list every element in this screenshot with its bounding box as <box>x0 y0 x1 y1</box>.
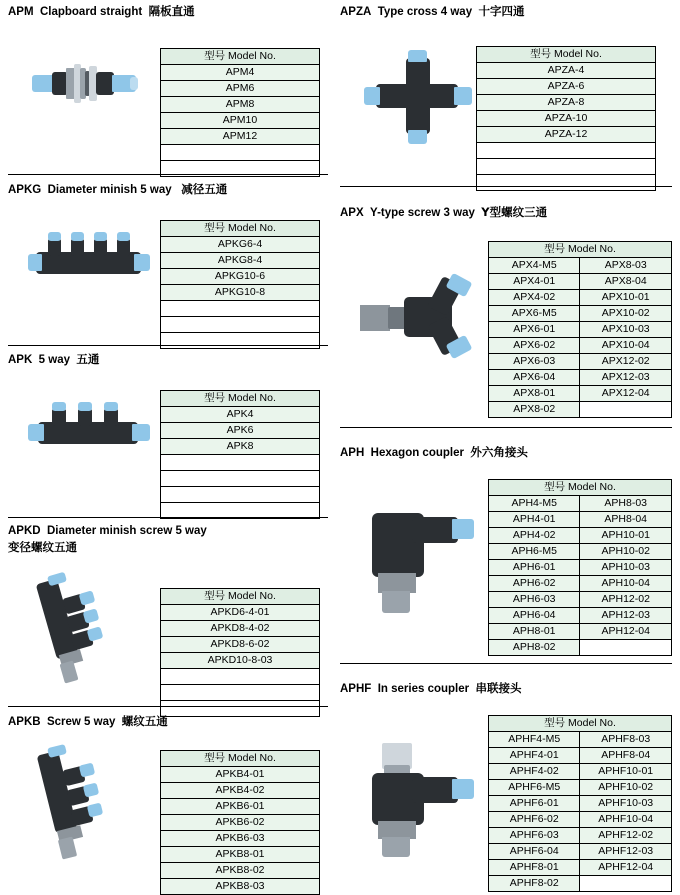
model-cell: APHF10-04 <box>580 812 672 828</box>
model-cell: APX10-02 <box>580 306 672 322</box>
table-header-cell: 型号 Model No. <box>161 751 320 767</box>
model-cell: APHF10-03 <box>580 796 672 812</box>
table-row <box>477 143 656 159</box>
table-row <box>489 338 672 354</box>
model-cell: APZA-10 <box>477 111 656 127</box>
table-row <box>161 767 320 783</box>
product-image-apza <box>362 48 492 153</box>
section-apkb <box>8 714 276 892</box>
model-cell-empty <box>161 333 320 349</box>
model-cell: APK8 <box>161 439 320 455</box>
model-cell: APX10-03 <box>580 322 672 338</box>
product-name: Hexagon coupler <box>370 447 464 459</box>
product-image-apkg <box>26 218 176 298</box>
model-cell: APX12-03 <box>580 370 672 386</box>
table-row <box>161 81 320 97</box>
model-cell: APX8-04 <box>580 274 672 290</box>
table-header-cell: 型号 Model No. <box>489 480 672 496</box>
table-row <box>161 317 320 333</box>
table-row <box>477 111 656 127</box>
model-cell: APM12 <box>161 129 320 145</box>
table-row <box>161 129 320 145</box>
model-cell-empty <box>161 471 320 487</box>
section-title-apkd-cn <box>8 540 207 556</box>
table-apm <box>160 48 320 177</box>
model-cell: APH6-03 <box>489 592 580 608</box>
model-cell-empty <box>161 455 320 471</box>
table-row <box>161 799 320 815</box>
divider <box>340 663 672 664</box>
model-cell: APH8-03 <box>580 496 672 512</box>
model-cell: APHF6-03 <box>489 828 580 844</box>
table-row <box>477 63 656 79</box>
model-cell-empty <box>477 175 656 191</box>
table-header-cell: 型号 Model No. <box>161 589 320 605</box>
product-name-cn: 螺纹五通 <box>121 714 168 728</box>
table-header-row <box>489 480 672 496</box>
table-row <box>477 79 656 95</box>
product-name: Y-type screw 3 way <box>370 207 475 219</box>
product-image-aph <box>354 499 499 619</box>
model-cell: APZA-4 <box>477 63 656 79</box>
table-row <box>161 783 320 799</box>
product-name-cn: 外六角接头 <box>470 445 528 459</box>
table-row <box>161 831 320 847</box>
table-row <box>161 333 320 349</box>
table-row <box>161 253 320 269</box>
model-cell: APX12-02 <box>580 354 672 370</box>
table-row <box>477 127 656 143</box>
model-cell-empty <box>161 487 320 503</box>
product-code: APX <box>340 207 364 219</box>
table-row <box>161 487 320 503</box>
model-cell-empty <box>161 669 320 685</box>
model-cell-empty <box>477 159 656 175</box>
table-row <box>161 847 320 863</box>
model-cell: APHF6-M5 <box>489 780 580 796</box>
model-cell: APZA-6 <box>477 79 656 95</box>
model-cell: APHF6-04 <box>489 844 580 860</box>
model-cell: APH8-02 <box>489 640 580 656</box>
model-cell: APX6-01 <box>489 322 580 338</box>
model-cell-empty <box>580 640 672 656</box>
table-aphf <box>488 715 672 892</box>
model-cell: APKB8-02 <box>161 863 320 879</box>
product-name-cn: 隔板直通 <box>148 4 195 18</box>
product-code: APKG <box>8 184 42 196</box>
model-cell-empty <box>580 876 672 892</box>
table-row <box>489 306 672 322</box>
model-cell: APX6-03 <box>489 354 580 370</box>
table-row <box>489 796 672 812</box>
model-cell: APH12-03 <box>580 608 672 624</box>
table-row <box>489 748 672 764</box>
table-header-cell: 型号 Model No. <box>489 716 672 732</box>
divider <box>8 174 328 175</box>
table-apx <box>488 241 672 418</box>
table-row <box>489 274 672 290</box>
product-name: 5 way <box>38 354 70 366</box>
section-title-apkb <box>8 714 168 730</box>
section-aphf <box>340 681 654 889</box>
table-row <box>489 624 672 640</box>
model-cell: APHF10-02 <box>580 780 672 796</box>
section-title-aph <box>340 445 528 461</box>
table-row <box>161 237 320 253</box>
model-cell: APM6 <box>161 81 320 97</box>
table-row <box>161 301 320 317</box>
model-cell: APKG10-6 <box>161 269 320 285</box>
product-name-cn: 减径五通 <box>181 182 228 196</box>
model-cell: APHF12-04 <box>580 860 672 876</box>
table-row <box>489 402 672 418</box>
model-cell: APHF4-M5 <box>489 732 580 748</box>
table-row <box>161 637 320 653</box>
product-image-aphf <box>354 741 499 861</box>
table-row <box>489 860 672 876</box>
divider <box>8 345 328 346</box>
table-row <box>489 876 672 892</box>
table-row <box>489 576 672 592</box>
model-cell: APKB6-03 <box>161 831 320 847</box>
model-cell: APH6-01 <box>489 560 580 576</box>
table-header-cell: 型号 Model No. <box>477 47 656 63</box>
model-cell-empty <box>161 145 320 161</box>
table-row <box>161 863 320 879</box>
divider <box>340 186 672 187</box>
product-name-cn: Y型螺纹三通 <box>481 205 548 219</box>
table-row <box>489 732 672 748</box>
table-row <box>161 145 320 161</box>
model-cell: APX6-M5 <box>489 306 580 322</box>
model-cell: APK4 <box>161 407 320 423</box>
section-title-apx <box>340 205 547 221</box>
table-row <box>161 407 320 423</box>
section-apx <box>340 205 650 415</box>
model-cell: APM4 <box>161 65 320 81</box>
table-row <box>489 560 672 576</box>
table-row <box>489 828 672 844</box>
model-cell: APH6-M5 <box>489 544 580 560</box>
table-row <box>161 621 320 637</box>
table-row <box>161 97 320 113</box>
product-name-cn: 十字四通 <box>478 4 525 18</box>
table-row <box>489 386 672 402</box>
product-code: APKD <box>8 525 41 537</box>
model-cell: APHF6-01 <box>489 796 580 812</box>
model-cell: APKB8-03 <box>161 879 320 895</box>
table-row <box>489 812 672 828</box>
product-image-apkd <box>24 572 174 692</box>
product-image-apm <box>26 42 176 122</box>
model-cell: APHF6-02 <box>489 812 580 828</box>
table-header-row <box>161 589 320 605</box>
product-name-cn: 变径螺纹五通 <box>8 540 77 554</box>
product-name: Diameter minish screw 5 way <box>46 525 207 537</box>
divider <box>8 517 328 518</box>
model-cell: APKB8-01 <box>161 847 320 863</box>
model-cell: APH10-02 <box>580 544 672 560</box>
model-cell: APHF8-04 <box>580 748 672 764</box>
product-name: Clapboard straight <box>39 6 143 18</box>
model-cell: APH10-01 <box>580 528 672 544</box>
table-row <box>161 815 320 831</box>
model-cell: APKB6-01 <box>161 799 320 815</box>
model-cell: APKG6-4 <box>161 237 320 253</box>
table-row <box>489 290 672 306</box>
table-row <box>161 701 320 717</box>
model-cell: APZA-12 <box>477 127 656 143</box>
model-cell: APH6-04 <box>489 608 580 624</box>
table-apkd <box>160 588 320 717</box>
model-cell: APHF8-03 <box>580 732 672 748</box>
table-header-row <box>161 49 320 65</box>
model-cell-empty <box>161 317 320 333</box>
section-apza <box>340 4 602 170</box>
model-cell: APX8-02 <box>489 402 580 418</box>
model-cell: APKB4-02 <box>161 783 320 799</box>
model-cell: APHF12-03 <box>580 844 672 860</box>
product-image-apx <box>356 275 501 385</box>
model-cell: APHF12-02 <box>580 828 672 844</box>
table-aph <box>488 479 672 656</box>
table-row <box>161 285 320 301</box>
model-cell: APH10-04 <box>580 576 672 592</box>
model-cell: APH4-02 <box>489 528 580 544</box>
table-header-row <box>161 221 320 237</box>
table-row <box>489 764 672 780</box>
table-header-cell: 型号 Model No. <box>161 391 320 407</box>
product-code: APK <box>8 354 33 366</box>
section-title-aphf <box>340 681 522 697</box>
section-aph <box>340 445 650 653</box>
product-image-apkb <box>24 746 174 866</box>
divider <box>340 427 672 428</box>
model-cell: APKG8-4 <box>161 253 320 269</box>
table-row <box>489 512 672 528</box>
table-row <box>477 95 656 111</box>
model-cell: APHF8-01 <box>489 860 580 876</box>
product-code: APM <box>8 6 34 18</box>
model-cell: APKG10-8 <box>161 285 320 301</box>
section-apm <box>8 4 276 160</box>
table-row <box>161 471 320 487</box>
table-header-cell: 型号 Model No. <box>489 242 672 258</box>
table-apk <box>160 390 320 519</box>
table-row <box>477 175 656 191</box>
model-cell: APX4-M5 <box>489 258 580 274</box>
model-cell: APKB6-02 <box>161 815 320 831</box>
table-header-row <box>161 391 320 407</box>
model-cell: APH12-04 <box>580 624 672 640</box>
model-cell: APH4-M5 <box>489 496 580 512</box>
table-row <box>489 322 672 338</box>
table-header-cell: 型号 Model No. <box>161 49 320 65</box>
table-row <box>489 496 672 512</box>
table-row <box>161 669 320 685</box>
table-apkb <box>160 750 320 895</box>
table-row <box>161 65 320 81</box>
model-cell: APX12-04 <box>580 386 672 402</box>
table-row <box>489 370 672 386</box>
product-code: APKB <box>8 716 41 728</box>
table-row <box>489 780 672 796</box>
model-cell: APHF4-01 <box>489 748 580 764</box>
table-apkg <box>160 220 320 349</box>
product-name-cn: 五通 <box>76 352 100 366</box>
table-header-row <box>489 716 672 732</box>
model-cell: APH4-01 <box>489 512 580 528</box>
model-cell: APHF4-02 <box>489 764 580 780</box>
product-name: Screw 5 way <box>46 716 116 728</box>
table-row <box>489 354 672 370</box>
model-cell: APKB4-01 <box>161 767 320 783</box>
model-cell-empty <box>161 685 320 701</box>
product-code: APHF <box>340 683 372 695</box>
table-row <box>489 608 672 624</box>
table-row <box>161 269 320 285</box>
model-cell: APX8-01 <box>489 386 580 402</box>
table-row <box>489 844 672 860</box>
table-row <box>161 113 320 129</box>
divider <box>8 706 328 707</box>
model-cell: APKD6-4-01 <box>161 605 320 621</box>
table-row <box>489 640 672 656</box>
table-row <box>161 423 320 439</box>
model-cell: APM8 <box>161 97 320 113</box>
table-row <box>489 258 672 274</box>
model-cell: APKD8-4-02 <box>161 621 320 637</box>
model-cell: APKD8-6-02 <box>161 637 320 653</box>
model-cell: APX8-03 <box>580 258 672 274</box>
model-cell-empty <box>161 701 320 717</box>
section-title-apk <box>8 352 99 368</box>
table-row <box>161 685 320 701</box>
model-cell: APX10-04 <box>580 338 672 354</box>
model-cell: APKD10-8-03 <box>161 653 320 669</box>
model-cell: APX6-02 <box>489 338 580 354</box>
section-apk <box>8 352 276 508</box>
model-cell-empty <box>477 143 656 159</box>
table-row <box>161 455 320 471</box>
model-cell: APX4-01 <box>489 274 580 290</box>
table-header-cell: 型号 Model No. <box>161 221 320 237</box>
model-cell: APH6-02 <box>489 576 580 592</box>
table-header-row <box>489 242 672 258</box>
model-cell: APX6-04 <box>489 370 580 386</box>
table-row <box>489 544 672 560</box>
model-cell: APH8-01 <box>489 624 580 640</box>
product-code: APZA <box>340 6 372 18</box>
product-name: In series coupler <box>377 683 470 695</box>
product-image-apk <box>26 390 176 470</box>
table-row <box>161 605 320 621</box>
section-apkd <box>8 524 276 706</box>
table-header-row <box>161 751 320 767</box>
table-row <box>161 439 320 455</box>
model-cell-empty <box>161 301 320 317</box>
section-title-apkg <box>8 182 227 198</box>
product-name-cn: 串联接头 <box>475 681 522 695</box>
section-title-apkd <box>8 524 207 539</box>
product-name: Diameter minish 5 way <box>47 184 172 196</box>
table-header-row <box>477 47 656 63</box>
model-cell: APHF8-02 <box>489 876 580 892</box>
model-cell: APH10-03 <box>580 560 672 576</box>
section-title-apm <box>8 4 195 20</box>
model-cell: APM10 <box>161 113 320 129</box>
model-cell: APX4-02 <box>489 290 580 306</box>
table-apza <box>476 46 656 191</box>
product-name: Type cross 4 way <box>377 6 473 18</box>
model-cell: APK6 <box>161 423 320 439</box>
model-cell: APX10-01 <box>580 290 672 306</box>
section-apkg <box>8 182 276 338</box>
table-row <box>477 159 656 175</box>
table-row <box>489 592 672 608</box>
model-cell: APH12-02 <box>580 592 672 608</box>
section-title-apza <box>340 4 525 20</box>
product-code: APH <box>340 447 365 459</box>
model-cell: APZA-8 <box>477 95 656 111</box>
table-row <box>489 528 672 544</box>
table-row <box>161 653 320 669</box>
model-cell: APHF10-01 <box>580 764 672 780</box>
model-cell: APH8-04 <box>580 512 672 528</box>
model-cell-empty <box>580 402 672 418</box>
